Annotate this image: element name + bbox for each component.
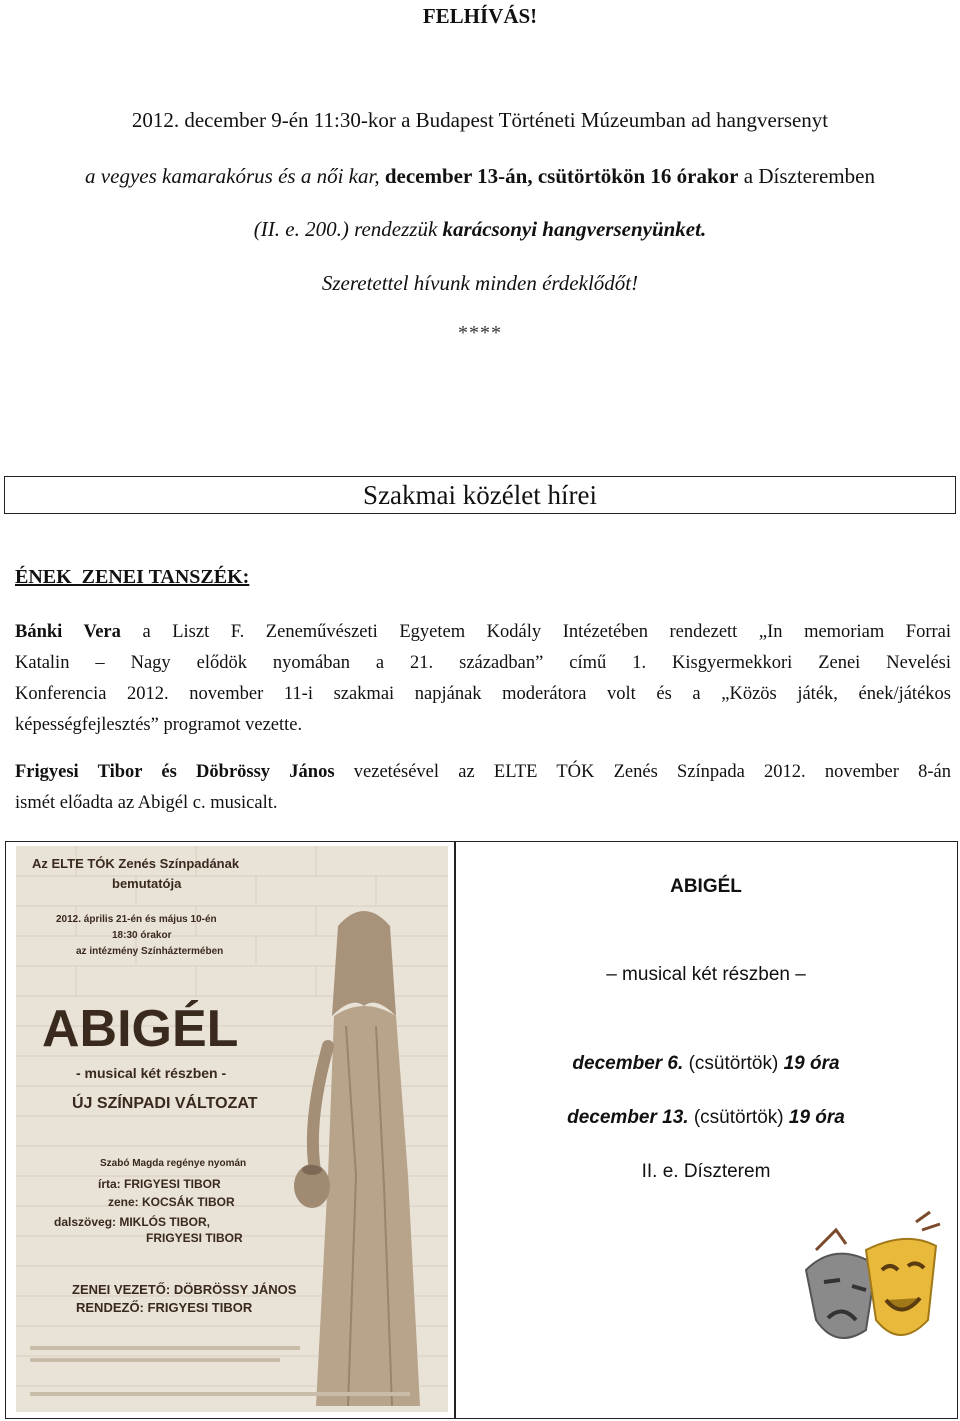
notice-line-4 [0,270,960,296]
notice-line-2b: december 13-án, csütörtökön 16 órakor [384,164,739,188]
event-venue: II. e. Díszterem [641,1161,771,1182]
poster-line-2: bemutatója [112,876,182,891]
notice-line-4-text: Szeretettel hívunk minden érdeklődőt! [321,271,639,295]
para2-line-1 [15,757,951,788]
event-date-1-weekday: (csütörtök) [683,1053,784,1074]
abigel-poster [16,846,448,1412]
event-date-1-day: december 6. [572,1053,684,1074]
notice-line-1 [0,107,960,133]
event-date-2 [456,1107,956,1129]
notice-line-1-text: 2012. december 9-én 11:30-kor a Budapest Történeti Múzeumban ad hangversenyt [131,108,829,132]
event-subtitle: – musical két részben – [606,964,806,985]
para2-bold-names: Frigyesi Tibor és Döbrössy János [15,762,335,782]
event-date-2-day: december 13. [567,1107,689,1128]
poster-line-4: 18:30 órakor [112,930,172,941]
theater-masks-icon [796,1210,946,1370]
poster-director: RENDEZŐ: FRIGYESI TIBOR [76,1300,253,1315]
notice-line-2a: a vegyes kamarakórus és a női kar, [85,164,385,188]
poster-music: zene: KOCSÁK TIBOR [108,1195,235,1209]
event-title: ABIGÉL [670,876,742,897]
para1-line-3: Konferencia 2012. november 11-i szakmai napjának moderátora volt és a „Közös játék, ének/játékos [15,684,951,704]
section-title-box: Szakmai közélet hírei [4,476,956,514]
para1-line-1 [15,617,951,648]
event-date-2-weekday: (csütörtök) [688,1107,789,1128]
para2-line-1-text: vezetésével az ELTE TÓK Zenés Színpada 2012. november 8-án [334,762,951,782]
poster-title: ABIGÉL [42,1000,239,1058]
poster-novel: Szabó Magda regénye nyomán [100,1158,247,1169]
para1-bold-name: Bánki Vera [15,622,121,642]
poster-lyrics: dalszöveg: MIKLÓS TIBOR, [54,1215,211,1229]
poster-writer: írta: FRIGYESI TIBOR [98,1177,221,1191]
notice-line-2 [0,163,960,189]
para1-line-2: Katalin – Nagy elődök nyomában a 21. században” című 1. Kisgyermekkori Zenei Nevelési [15,653,951,673]
poster-line-1: Az ELTE TÓK Zenés Színpadának [32,856,240,871]
event-date-1-time: 19 óra [783,1053,840,1074]
poster-line-5: az intézmény Színháztermében [76,946,224,957]
poster-subtitle: - musical két részben - [76,1065,227,1081]
poster-line-3: 2012. április 21-én és május 10-én [56,914,217,925]
notice-line-3b: karácsonyi hangversenyünket. [442,217,707,241]
notice-line-3a: (II. e. 200.) rendezzük [253,217,443,241]
department-heading: ÉNEK_ZENEI TANSZÉK: [15,566,250,588]
para1-line-1-text: a Liszt F. Zeneművészeti Egyetem Kodály Intézetében rendezett „In memoriam Forrai [120,622,951,642]
para1-line-4: képességfejlesztés” programot vezette. [15,715,303,735]
page-title: FELHÍVÁS! [422,4,538,28]
poster-version: ÚJ SZÍNPADI VÁLTOZAT [72,1095,258,1112]
para2-line-2: ismét előadta az Abigél c. musicalt. [15,793,278,813]
notice-line-2c: a Díszteremben [738,164,875,188]
poster-lyrics-2: FRIGYESI TIBOR [146,1231,243,1245]
news-paragraph-2 [15,757,951,819]
event-table [5,841,958,1419]
event-date-1 [456,1053,956,1075]
event-info-cell [456,842,956,1418]
news-paragraph-1 [15,617,951,741]
notice-line-3 [0,216,960,242]
separator-stars: **** [458,322,502,344]
poster-music-lead: ZENEI VEZETŐ: DÖBRÖSSY JÁNOS [72,1282,297,1297]
event-date-2-time: 19 óra [788,1107,845,1128]
